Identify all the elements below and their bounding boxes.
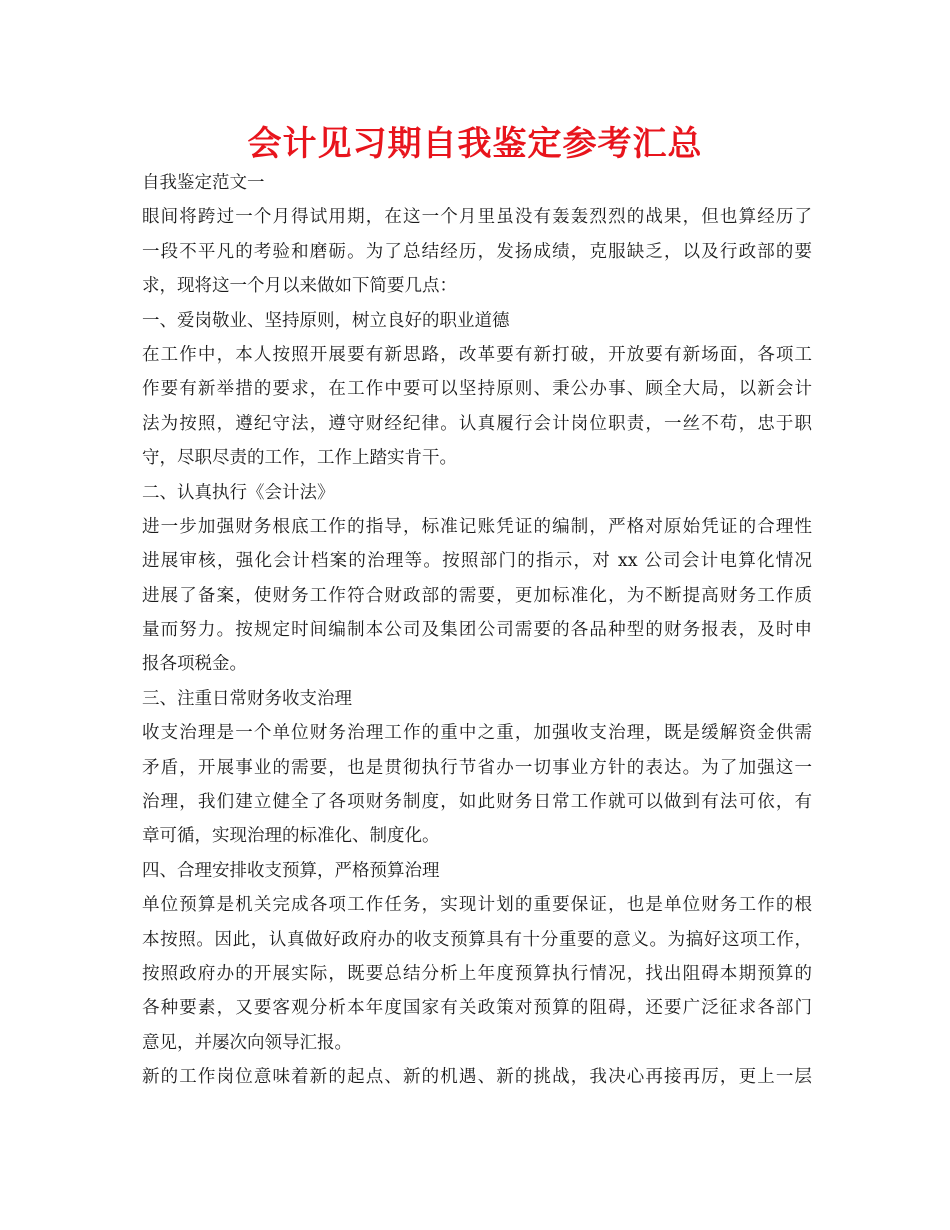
text-line: 二、认真执行《会计法》 bbox=[142, 482, 335, 503]
text-line: 一段不平凡的考验和磨砺。为了总结经历，发扬成绩，克服缺乏，以及行政部的要 bbox=[142, 241, 812, 262]
text-line: 按照政府办的开展实际，既要总结分析上年度预算执行情况，找出阻碍本期预算的 bbox=[142, 963, 812, 984]
text-line: 意见，并屡次向领导汇报。 bbox=[142, 1032, 352, 1053]
document-body bbox=[142, 166, 812, 1095]
text-line: 法为按照，遵纪守法，遵守财经纪律。认真履行会计岗位职责，一丝不苟，忠于职 bbox=[142, 413, 812, 434]
text-line: 一、爱岗敬业、坚持原则，树立良好的职业道德 bbox=[142, 310, 510, 331]
text-line: 进展审核，强化会计档案的治理等。按照部门的指示，对 xx 公司会计电算化情况 bbox=[142, 551, 812, 572]
text-line: 新的工作岗位意味着新的起点、新的机遇、新的挑战，我决心再接再厉，更上一层 bbox=[142, 1067, 812, 1088]
text-line: 本按照。因此，认真做好政府办的收支预算具有十分重要的意义。为搞好这项工作， bbox=[142, 929, 812, 950]
document-title: 会计见习期自我鉴定参考汇总 bbox=[247, 124, 703, 164]
text-line: 治理，我们建立健全了各项财务制度，如此财务日常工作就可以做到有法可依，有 bbox=[142, 792, 812, 813]
text-line: 量而努力。按规定时间编制本公司及集团公司需要的各品种型的财务报表，及时申 bbox=[142, 620, 812, 641]
text-line: 在工作中，本人按照开展要有新思路，改革要有新打破，开放要有新场面，各项工 bbox=[142, 344, 812, 365]
text-line: 各种要素，又要客观分析本年度国家有关政策对预算的阻碍，还要广泛征求各部门 bbox=[142, 998, 812, 1019]
text-line: 收支治理是一个单位财务治理工作的重中之重，加强收支治理，既是缓解资金供需 bbox=[142, 723, 812, 744]
text-line: 作要有新举措的要求，在工作中要可以坚持原则、秉公办事、顾全大局，以新会计 bbox=[142, 379, 812, 400]
text-line: 章可循，实现治理的标准化、制度化。 bbox=[142, 826, 440, 847]
text-line: 求，现将这一个月以来做如下简要几点： bbox=[142, 276, 457, 297]
text-line: 进一步加强财务根底工作的指导，标准记账凭证的编制，严格对原始凭证的合理性 bbox=[142, 516, 812, 537]
text-line: 四、合理安排收支预算，严格预算治理 bbox=[142, 860, 440, 881]
text-line: 矛盾，开展事业的需要，也是贯彻执行节省办一切事业方针的表达。为了加强这一 bbox=[142, 757, 812, 778]
text-line: 守，尽职尽责的工作，工作上踏实肯干。 bbox=[142, 448, 457, 469]
text-line: 三、注重日常财务收支治理 bbox=[142, 688, 352, 709]
text-line: 自我鉴定范文一 bbox=[142, 173, 265, 193]
text-line: 报各项税金。 bbox=[142, 654, 247, 675]
text-line: 进展了备案，使财务工作符合财政部的需要，更加标准化，为不断提高财务工作质 bbox=[142, 585, 812, 606]
text-line: 单位预算是机关完成各项工作任务，实现计划的重要保证，也是单位财务工作的根 bbox=[142, 895, 812, 916]
text-line: 眼间将跨过一个月得试用期，在这一个月里虽没有轰轰烈烈的战果，但也算经历了 bbox=[142, 207, 812, 228]
